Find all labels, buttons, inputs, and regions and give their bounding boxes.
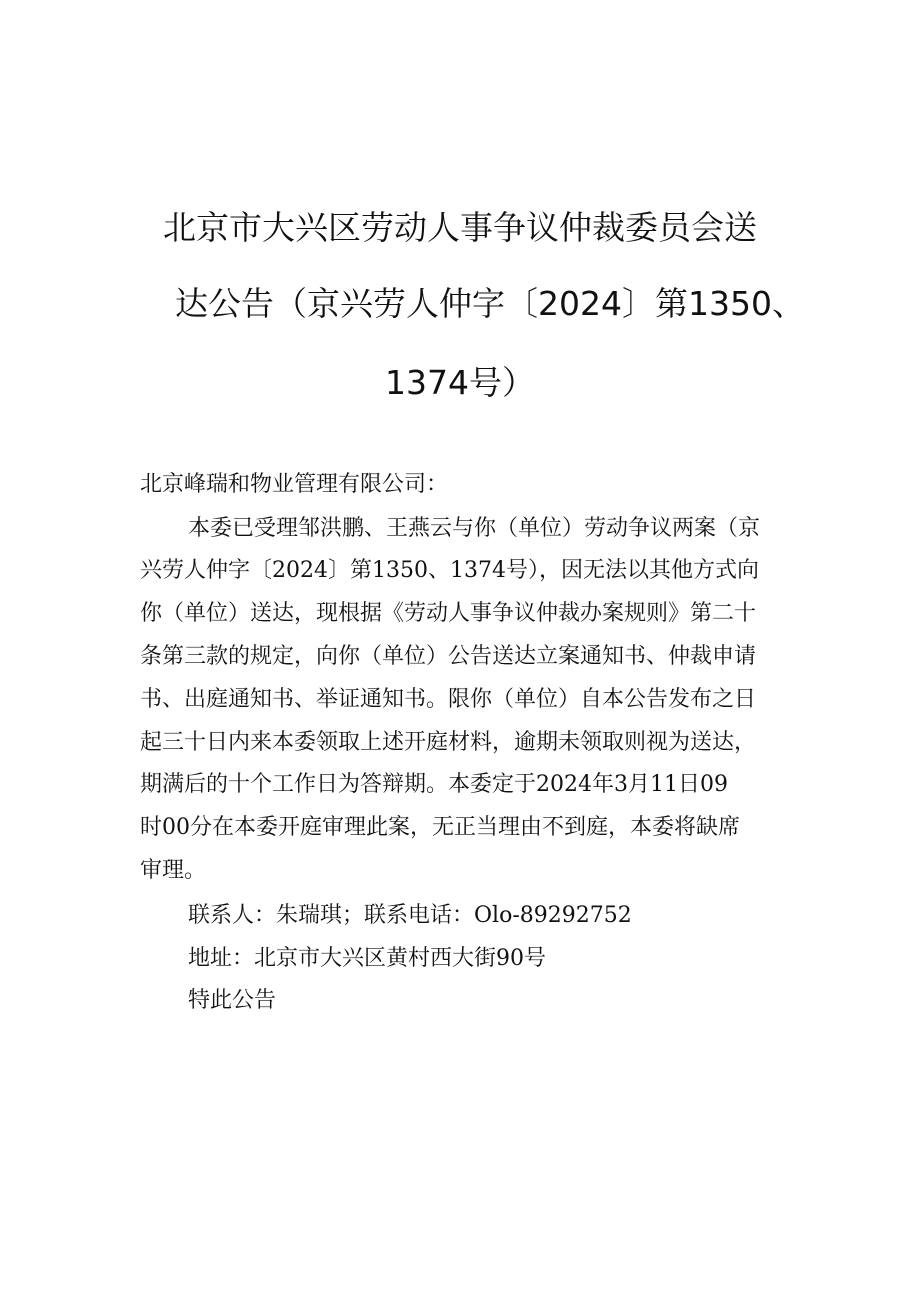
body-line: 条第三款的规定，向你（单位）公告送达立案通知书、仲裁申请 <box>140 644 757 669</box>
body-line: 你（单位）送达，现根据《劳动人事争议仲裁办案规则》第二十 <box>140 601 757 626</box>
body-line: 时00分在本委开庭审理此案，无正当理由不到庭，本委将缺席 <box>140 815 740 840</box>
document-title-line-3: 1374号） <box>385 363 535 402</box>
address-info: 地址：北京市大兴区黄村西大街90号 <box>188 946 546 971</box>
body-line: 本委已受理邹洪鹏、王燕云与你（单位）劳动争议两案（京 <box>188 516 761 541</box>
body-line: 书、出庭通知书、举证通知书。限你（单位）自本公告发布之日 <box>140 687 757 712</box>
contact-info: 联系人：朱瑞琪；联系电话：Olo-89292752 <box>188 903 632 928</box>
document-title-line-2: 达公告（京兴劳人仲字〔2024〕第1350、 <box>175 284 805 323</box>
body-line: 期满后的十个工作日为答辩期。本委定于2024年3月11日09 <box>140 772 728 797</box>
document-title-line-1: 北京市大兴区劳动人事争议仲裁委员会送 <box>163 208 757 247</box>
body-line: 兴劳人仲字〔2024〕第1350、1374号），因无法以其他方式向 <box>140 558 759 583</box>
closing-line: 特此公告 <box>188 988 277 1013</box>
body-line: 审理。 <box>140 858 207 883</box>
addressee: 北京峰瑞和物业管理有限公司： <box>140 472 449 497</box>
body-line: 起三十日内来本委领取上述开庭材料，逾期未领取则视为送达， <box>140 730 757 755</box>
